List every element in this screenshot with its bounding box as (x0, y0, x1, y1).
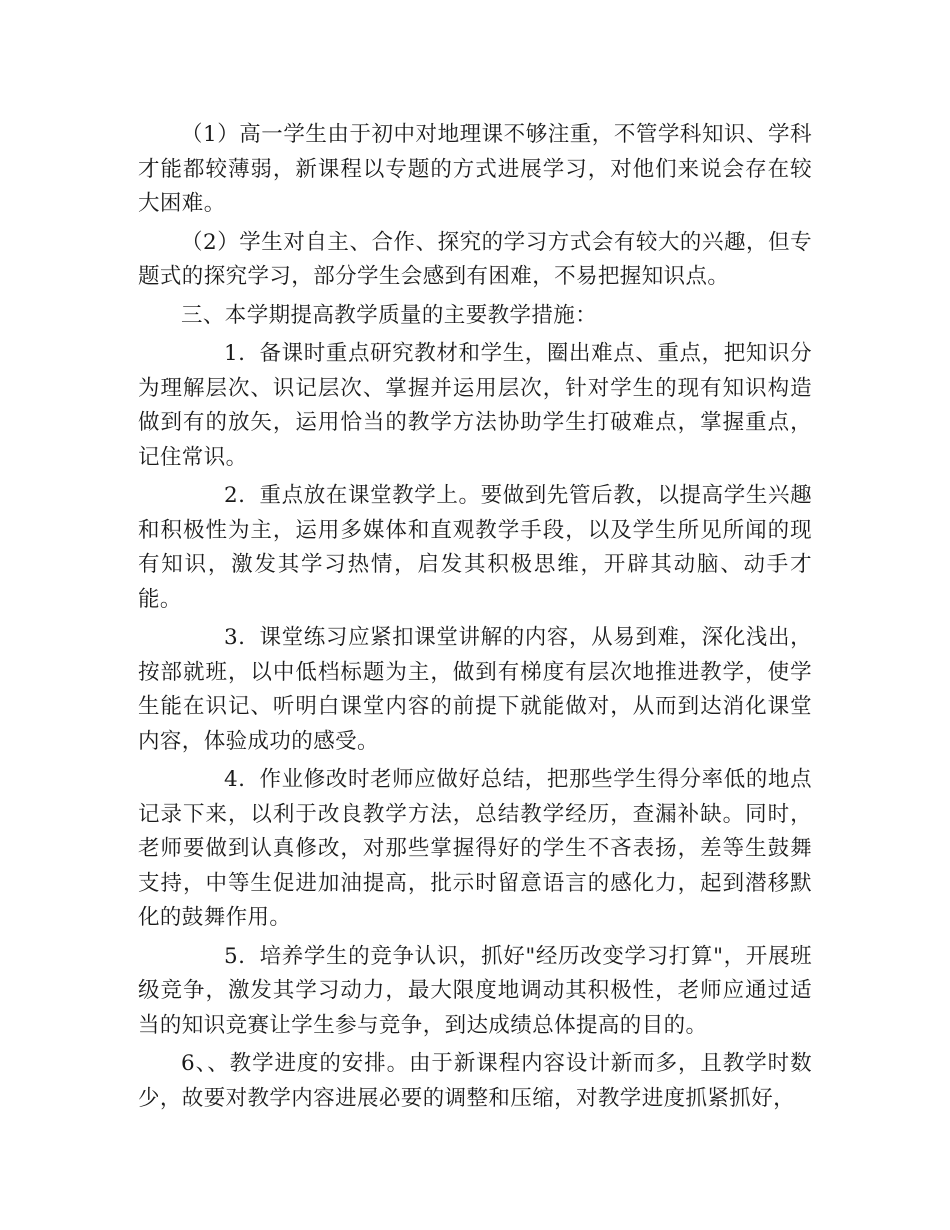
paragraph-text: 培养学生的竞争认识，抓好"经历改变学习打算"，开展班级竞争，激发其学习动力，最大限度地调动其积极性，老师应通过适当的知识竞赛让学生参与竞争，到达成绩总体提高的目的。 (138, 943, 812, 1038)
paragraph-text: （1）高一学生由于初中对地理课不够注重，不管学科知识、学科才能都较薄弱，新课程以专题的方式进展学习，对他们来说会存在较大困难。 (138, 122, 812, 216)
paragraph-student-analysis-1 (138, 118, 812, 222)
list-number: 4. (224, 767, 246, 792)
list-number: 2. (224, 483, 246, 508)
paragraph-student-analysis-2 (138, 226, 812, 295)
paragraph-text: 重点放在课堂教学上。要做到先管后教，以提高学生兴趣和积极性为主，运用多媒体和直观教学手段，以及学生所见所闻的现有知识，激发其学习热情，启发其积极思维，开辟其动脑、动手才能。 (138, 483, 812, 612)
paragraph-text: 课堂练习应紧扣课堂讲解的内容，从易到难，深化浅出，按部就班，以中低档标题为主，做到有梯度有层次地推进教学，使学生能在识记、听明白课堂内容的前提下就能做对，从而到达消化课堂内容，体验成功的感受。 (138, 625, 812, 754)
paragraph-text: 作业修改时老师应做好总结，把那些学生得分率低的地点记录下来，以利于改良教学方法，总结教学经历，查漏补缺。同时，老师要做到认真修改，对那些掌握得好的学生不吝表扬，差等生鼓舞支持，中等生促进加油提高，批示时留意语言的感化力，起到潜移默化的鼓舞作用。 (138, 767, 812, 930)
list-number: 3. (224, 625, 246, 650)
list-item-6 (138, 1047, 812, 1116)
section-heading-measures (138, 299, 812, 334)
paragraph-text: 备课时重点研究教材和学生，圈出难点、重点，把知识分为理解层次、识记层次、掌握并运用层次，针对学生的现有知识构造做到有的放矢，运用恰当的教学方法协助学生打破难点，掌握重点，记住常识。 (138, 341, 812, 470)
list-item-5 (138, 940, 812, 1044)
list-number: 1. (224, 341, 246, 366)
list-number: 5. (224, 943, 246, 969)
list-item-2 (138, 479, 812, 617)
paragraph-text: 6、、教学进度的安排。由于新课程内容设计新而多，且教学时数少，故要对教学内容进展必要的调整和压缩，对教学进度抓紧抓好， (138, 1051, 812, 1111)
document-body (138, 118, 812, 1120)
list-item-3 (138, 621, 812, 759)
list-item-1 (138, 337, 812, 475)
list-item-4 (138, 763, 812, 936)
paragraph-text: （2）学生对自主、合作、探究的学习方式会有较大的兴趣，但专题式的探究学习，部分学生会感到有困难，不易把握知识点。 (138, 229, 812, 289)
heading-text: 三、本学期提高教学质量的主要教学措施： (181, 302, 598, 328)
